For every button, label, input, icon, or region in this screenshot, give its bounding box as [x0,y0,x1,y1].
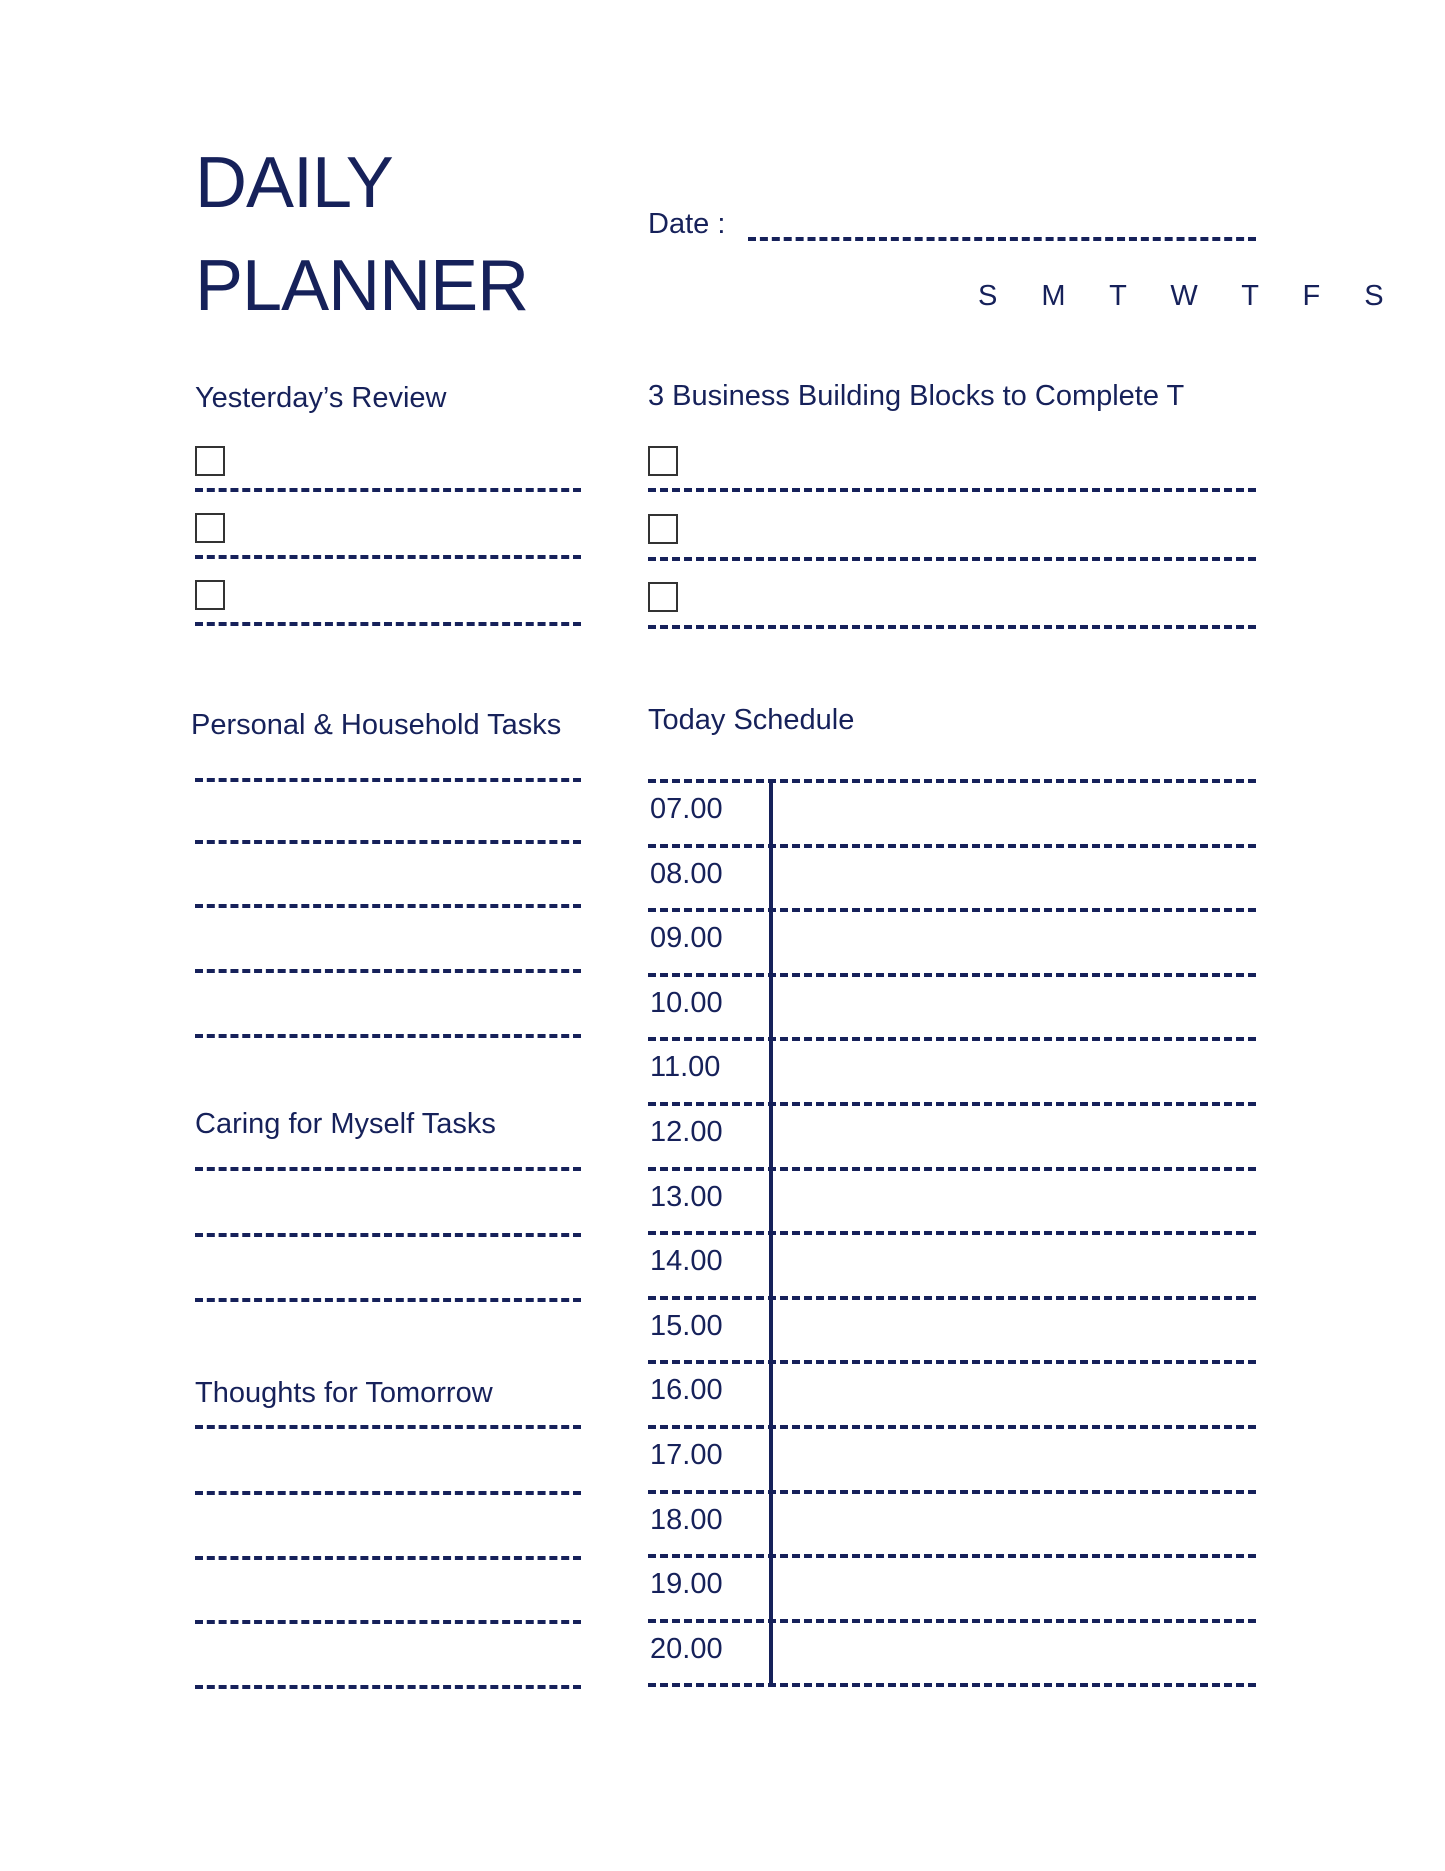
tomorrow-line[interactable] [195,1685,581,1689]
schedule-hour-label: 17.00 [650,1439,723,1471]
schedule-line[interactable] [648,1490,1256,1494]
schedule-line[interactable] [648,1167,1256,1171]
schedule-line[interactable] [648,779,1256,783]
schedule-hour-label: 11.00 [650,1051,721,1083]
self-care-line[interactable] [195,1233,581,1237]
personal-tasks-heading: Personal & Household Tasks [191,709,562,741]
yesterday-checkbox[interactable] [195,446,225,476]
tomorrow-line[interactable] [195,1491,581,1495]
schedule-hour-label: 14.00 [650,1245,723,1277]
weekday-selector[interactable]: S M T W T F S [978,280,1402,312]
tomorrow-line[interactable] [195,1556,581,1560]
schedule-line[interactable] [648,844,1256,848]
schedule-line[interactable] [648,908,1256,912]
schedule-hour-label: 19.00 [650,1568,723,1600]
date-line[interactable] [748,237,1256,241]
schedule-hour-label: 12.00 [650,1116,723,1148]
tomorrow-line[interactable] [195,1620,581,1624]
personal-task-line[interactable] [195,1034,581,1038]
schedule-line[interactable] [648,1425,1256,1429]
schedule-line[interactable] [648,1231,1256,1235]
yesterday-line[interactable] [195,488,581,492]
business-line[interactable] [648,625,1256,629]
yesterday-line[interactable] [195,622,581,626]
tomorrow-thoughts-heading: Thoughts for Tomorrow [195,1377,493,1409]
yesterday-line[interactable] [195,555,581,559]
title-line-2: PLANNER [195,246,529,326]
business-checkbox[interactable] [648,514,678,544]
personal-task-line[interactable] [195,904,581,908]
business-blocks-heading: 3 Business Building Blocks to Complete T [648,380,1185,412]
business-checkbox[interactable] [648,582,678,612]
self-care-heading: Caring for Myself Tasks [195,1108,496,1140]
date-label: Date : [648,208,726,240]
personal-task-line[interactable] [195,840,581,844]
self-care-line[interactable] [195,1167,581,1171]
schedule-line[interactable] [648,1102,1256,1106]
schedule-hour-label: 15.00 [650,1310,723,1342]
yesterday-review-heading: Yesterday’s Review [195,382,447,414]
schedule-hour-label: 18.00 [650,1504,723,1536]
schedule-line[interactable] [648,1037,1256,1041]
schedule-line[interactable] [648,1296,1256,1300]
schedule-line[interactable] [648,973,1256,977]
title-line-1: DAILY [195,143,393,223]
schedule-line[interactable] [648,1360,1256,1364]
schedule-hour-label: 08.00 [650,858,723,890]
schedule-hour-label: 20.00 [650,1633,723,1665]
schedule-hour-label: 10.00 [650,987,723,1019]
personal-task-line[interactable] [195,778,581,782]
business-line[interactable] [648,488,1256,492]
yesterday-checkbox[interactable] [195,580,225,610]
business-line[interactable] [648,557,1256,561]
yesterday-checkbox[interactable] [195,513,225,543]
schedule-heading: Today Schedule [648,704,855,736]
schedule-line[interactable] [648,1554,1256,1558]
self-care-line[interactable] [195,1298,581,1302]
business-checkbox[interactable] [648,446,678,476]
schedule-hour-label: 07.00 [650,793,723,825]
schedule-line[interactable] [648,1683,1256,1687]
tomorrow-line[interactable] [195,1425,581,1429]
schedule-line[interactable] [648,1619,1256,1623]
schedule-hour-label: 16.00 [650,1374,723,1406]
schedule-hour-label: 09.00 [650,922,723,954]
personal-task-line[interactable] [195,969,581,973]
schedule-hour-label: 13.00 [650,1181,723,1213]
